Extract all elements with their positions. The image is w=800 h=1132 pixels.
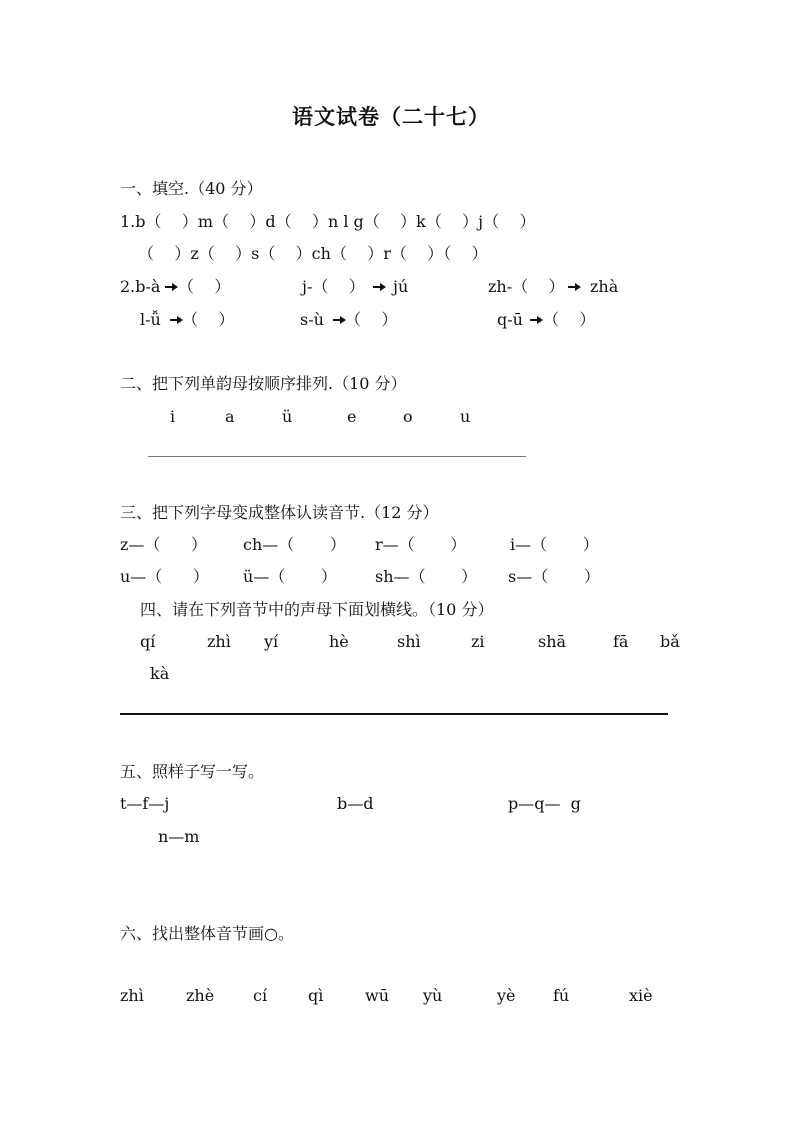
section-6-heading: 六、找出整体音节画○。 <box>120 924 294 943</box>
divider-line <box>120 713 668 715</box>
section-1-line-1: 1.b（ ）m（ ）d（ ）n l g（ ）k（ ）j（ ） <box>120 212 536 231</box>
section-3-heading: 三、把下列字母变成整体认读音节.（12 分） <box>120 503 439 522</box>
syllable: bǎ <box>660 632 680 651</box>
spelling-item-right: jú <box>393 277 409 296</box>
spelling-item-right: （ ） <box>543 310 596 329</box>
syllable-blank: s—（ ） <box>508 567 600 586</box>
syllable: zhì <box>120 986 144 1005</box>
syllable: kà <box>150 664 170 683</box>
spelling-item-left: l-ǚ <box>140 310 161 329</box>
syllable-blank: ch—（ ） <box>243 535 346 554</box>
syllable: hè <box>329 632 349 651</box>
spelling-item-right: zhà <box>590 277 619 296</box>
syllable-blank: sh—（ ） <box>375 567 478 586</box>
syllable: yè <box>497 986 516 1005</box>
spelling-item-right: （ ） <box>182 310 235 329</box>
section-4-heading: 四、请在下列音节中的声母下面划横线。（10 分） <box>140 600 494 619</box>
vowel-letter: ü <box>282 407 293 426</box>
syllable: cí <box>253 986 268 1005</box>
spelling-item-left: zh-（ ） <box>488 277 565 296</box>
syllable: yí <box>264 632 279 651</box>
syllable: xiè <box>629 986 653 1005</box>
vowel-letter: e <box>347 407 357 426</box>
syllable: fā <box>613 632 629 651</box>
syllable: qí <box>140 632 156 651</box>
spelling-item-left: q-ū <box>497 310 523 329</box>
page-title: 语文试卷（二十七） <box>292 104 490 129</box>
arrow-icon <box>373 282 386 292</box>
vowel-letter: a <box>225 407 235 426</box>
example-item: p—q— g <box>508 794 581 813</box>
syllable: shì <box>397 632 421 651</box>
vowel-letter: u <box>460 407 471 426</box>
syllable: zhè <box>186 986 215 1005</box>
syllable: wū <box>365 986 389 1005</box>
spelling-item-right: （ ） <box>178 277 231 296</box>
section-5-heading: 五、照样子写一写。 <box>120 762 265 781</box>
syllable-blank: u—（ ） <box>120 567 209 586</box>
syllable: zi <box>471 632 485 651</box>
spelling-item-left: j-（ ） <box>302 277 365 296</box>
syllable-blank: ü—（ ） <box>243 567 337 586</box>
arrow-icon <box>568 282 581 292</box>
section-1-heading: 一、填空.（40 分） <box>120 179 263 198</box>
example-item: n—m <box>158 827 200 846</box>
spelling-item-left: 2.b-à <box>120 277 161 296</box>
syllable: yù <box>423 986 443 1005</box>
section-1-line-2: （ ）z（ ）s（ ）ch（ ）r（ ）（ ） <box>138 244 488 263</box>
example-item: t—f—j <box>120 794 170 813</box>
syllable-blank: z—（ ） <box>120 535 207 554</box>
arrow-icon <box>530 315 543 325</box>
arrow-icon <box>165 282 178 292</box>
spelling-item-right: （ ） <box>345 310 398 329</box>
syllable-blank: r—（ ） <box>375 535 467 554</box>
example-item: b—d <box>337 794 374 813</box>
vowel-letter: i <box>170 407 176 426</box>
syllable: qì <box>308 986 324 1005</box>
spelling-item-left: s-ù <box>300 310 324 329</box>
vowel-letter: o <box>403 407 413 426</box>
syllable-blank: i—（ ） <box>510 535 599 554</box>
syllable: shā <box>538 632 567 651</box>
answer-line <box>148 456 526 457</box>
syllable: zhì <box>207 632 231 651</box>
syllable: fú <box>553 986 570 1005</box>
section-2-heading: 二、把下列单韵母按顺序排列.（10 分） <box>120 374 407 393</box>
